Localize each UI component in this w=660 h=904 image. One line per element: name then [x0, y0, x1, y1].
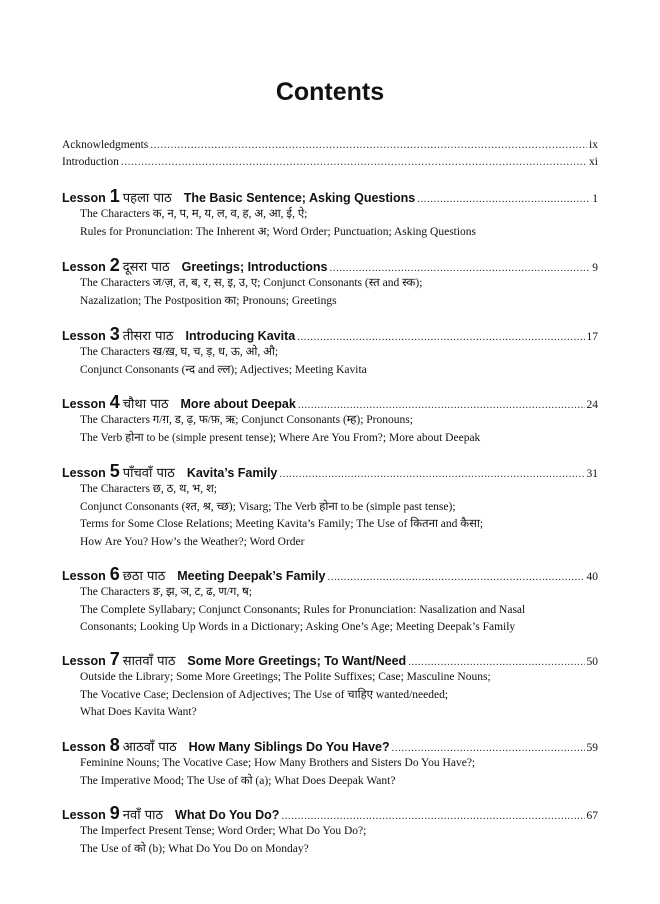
- leader-dots: [297, 331, 584, 343]
- lesson-topics: The Characters क, न, प, म, य, ल, व, ह, अ, आ, ई, ऐ;: [80, 208, 308, 220]
- lesson-word: Lesson: [62, 740, 106, 754]
- lesson-title: Introducing Kavita: [185, 329, 296, 343]
- lesson-8: [62, 735, 598, 790]
- lesson-word: Lesson: [62, 329, 106, 343]
- lesson-word: Lesson: [62, 397, 106, 411]
- lesson-hindi-title: तीसरा पाठ: [122, 329, 174, 344]
- lesson-topics: Nazalization; The Postposition का; Pronouns; Greetings: [80, 294, 337, 307]
- lesson-topics: Rules for Pronunciation: The Inherent अ; Word Order; Punctuation; Asking Questions: [80, 225, 477, 238]
- lesson-topics: The Characters छ, ठ, थ, भ, श;: [80, 483, 217, 495]
- lesson-3: [62, 324, 598, 379]
- lesson-number: 7: [109, 649, 120, 669]
- lesson-title: The Basic Sentence; Asking Questions: [183, 191, 416, 205]
- lesson-topics: The Vocative Case; Declension of Adjectives; The Use of चाहिए wanted/needed;: [80, 688, 449, 701]
- lesson-5: [62, 461, 598, 551]
- lesson-topics: The Characters ग/ग़, ड, ढ़, फ/फ़, ऋ; Conjunct Consonants (म्ह); Pronouns;: [80, 414, 413, 426]
- leader-dots: [281, 810, 584, 822]
- lesson-page: 59: [586, 742, 598, 754]
- lesson-title: Meeting Deepak’s Family: [177, 569, 326, 583]
- lesson-heading[interactable]: [62, 649, 598, 669]
- lesson-topics: Terms for Some Close Relations; Meeting Kavita’s Family; The Use of कितना and कैसा;: [80, 518, 484, 530]
- lesson-2: [62, 255, 598, 310]
- lesson-topics: Conjunct Consonants (न्द and ल्ल); Adjectives; Meeting Kavita: [80, 363, 367, 376]
- lesson-topics: Outside the Library; Some More Greetings; The Polite Suffixes; Case; Masculine Nouns;: [80, 671, 491, 683]
- lesson-topics: The Characters ख/ख़, घ, च, ड़, ध, ऊ, ओ, औ;: [80, 346, 279, 358]
- entry-page: xi: [589, 156, 598, 168]
- lesson-title: How Many Siblings Do You Have?: [188, 740, 390, 754]
- lesson-topics: The Complete Syllabary; Conjunct Consonants; Rules for Pronunciation: Nasalization and Nasal: [80, 603, 526, 616]
- lesson-topics: The Imperative Mood; The Use of को (a); What Does Deepak Want?: [80, 774, 396, 787]
- lesson-topics: Consonants; Looking Up Words in a Dictionary; Asking One’s Age; Meeting Deepak’s Family: [80, 621, 516, 633]
- lesson-topics: What Does Kavita Want?: [80, 706, 197, 718]
- leader-dots: [408, 656, 584, 668]
- lesson-topics: The Characters ज/ज़, त, ब, र, स, इ, उ, ए; Conjunct Consonants (स्त and स्क);: [80, 277, 423, 289]
- lesson-title: Kavita’s Family: [186, 466, 278, 480]
- lesson-word: Lesson: [62, 808, 106, 822]
- lesson-4: [62, 392, 598, 447]
- lesson-topics: How Are You? How’s the Weather?; Word Order: [80, 535, 305, 548]
- leader-dots: [279, 468, 584, 480]
- lesson-topics: The Characters ङ, झ, ञ, ट, ढ, ण/ग, ष;: [80, 586, 252, 598]
- lesson-topics: The Imperfect Present Tense; Word Order; What Do You Do?;: [80, 825, 367, 837]
- lesson-number: 4: [109, 392, 120, 412]
- lesson-number: 1: [109, 186, 120, 206]
- lesson-page: 50: [586, 656, 598, 668]
- lesson-heading[interactable]: [62, 392, 598, 412]
- lesson-heading[interactable]: [62, 803, 598, 823]
- lesson-title: Some More Greetings; To Want/Need: [187, 654, 407, 668]
- lesson-heading[interactable]: [62, 255, 598, 275]
- lesson-number: 5: [109, 461, 120, 481]
- lesson-heading[interactable]: [62, 564, 598, 584]
- lesson-page: 17: [586, 331, 598, 343]
- lesson-hindi-title: छठा पाठ: [122, 569, 166, 584]
- lesson-number: 9: [109, 803, 120, 823]
- lesson-topics: The Use of को (b); What Do You Do on Monday?: [80, 842, 309, 855]
- lesson-word: Lesson: [62, 466, 106, 480]
- leader-dots: [298, 399, 585, 411]
- lesson-title: More about Deepak: [180, 397, 296, 411]
- lesson-page: 40: [586, 571, 598, 583]
- leader-dots: [327, 571, 584, 583]
- lesson-heading[interactable]: [62, 461, 598, 481]
- lesson-number: 6: [109, 564, 120, 584]
- leader-dots: [121, 156, 587, 168]
- lesson-page: 67: [586, 810, 598, 822]
- entry-label: Acknowledgments: [62, 139, 149, 151]
- leader-dots: [329, 262, 590, 274]
- lesson-word: Lesson: [62, 654, 106, 668]
- lesson-heading[interactable]: [62, 186, 598, 206]
- lesson-topics: Feminine Nouns; The Vocative Case; How Many Brothers and Sisters Do You Have?;: [80, 757, 476, 769]
- lesson-topics: The Verb होना to be (simple present tense); Where Are You From?; More about Deepak: [80, 431, 481, 444]
- lesson-9: [62, 803, 598, 858]
- lesson-heading[interactable]: [62, 735, 598, 755]
- lesson-number: 3: [109, 324, 120, 344]
- lesson-page: 9: [592, 262, 598, 274]
- lesson-7: [62, 649, 598, 722]
- lesson-6: [62, 564, 598, 637]
- lesson-1: [62, 186, 598, 241]
- lesson-hindi-title: दूसरा पाठ: [122, 260, 170, 275]
- lesson-hindi-title: चौथा पाठ: [122, 397, 169, 412]
- lesson-hindi-title: पाँचवाँ पाठ: [122, 466, 175, 481]
- lesson-title: What Do You Do?: [175, 808, 280, 822]
- leader-dots: [392, 742, 585, 754]
- lesson-number: 2: [109, 255, 120, 275]
- toc-entry-introduction[interactable]: [62, 156, 598, 168]
- lesson-page: 24: [586, 399, 598, 411]
- lesson-hindi-title: नवाँ पाठ: [122, 808, 164, 823]
- lesson-hindi-title: आठवाँ पाठ: [122, 740, 177, 755]
- leader-dots: [150, 139, 587, 151]
- leader-dots: [417, 193, 590, 205]
- lesson-word: Lesson: [62, 569, 106, 583]
- lesson-hindi-title: पहला पाठ: [122, 191, 172, 206]
- lesson-word: Lesson: [62, 260, 106, 274]
- lesson-hindi-title: सातवाँ पाठ: [122, 654, 176, 669]
- lesson-topics: Conjunct Consonants (श्त, श्र, च्छ); Visarg; The Verb होना to be (simple past tense);: [80, 500, 456, 513]
- page-title: Contents: [275, 78, 385, 106]
- lesson-heading[interactable]: [62, 324, 598, 344]
- lesson-number: 8: [109, 735, 120, 755]
- lesson-page: 31: [586, 468, 598, 480]
- lesson-word: Lesson: [62, 191, 106, 205]
- entry-page: ix: [589, 139, 598, 151]
- lesson-page: 1: [592, 193, 598, 205]
- toc-entry-acknowledgments[interactable]: [62, 139, 598, 151]
- entry-label: Introduction: [62, 156, 119, 168]
- lesson-title: Greetings; Introductions: [181, 260, 328, 274]
